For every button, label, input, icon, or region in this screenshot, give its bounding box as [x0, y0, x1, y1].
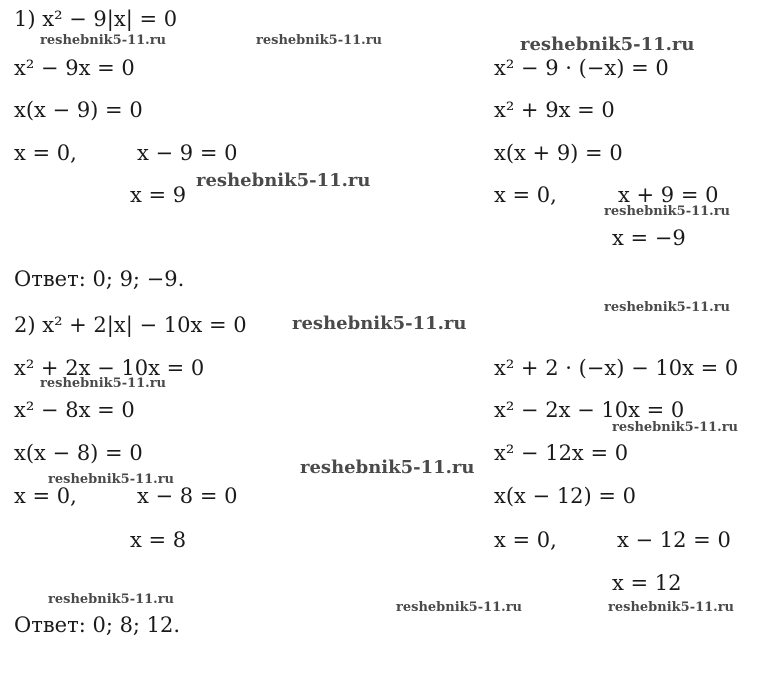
problem2-answer: Ответ: 0; 8; 12. [14, 613, 181, 637]
p2-left-line-4b: x − 8 = 0 [137, 484, 238, 508]
watermark: reshebnik5-11.ru [48, 592, 175, 607]
watermark: reshebnik5-11.ru [196, 170, 371, 191]
p2-left-line-5: x = 8 [130, 528, 187, 552]
p1-right-line-2: x² + 9x = 0 [494, 98, 615, 122]
p1-left-line-4: x = 9 [130, 183, 187, 207]
watermark: reshebnik5-11.ru [40, 376, 167, 391]
p1-right-line-1: x² − 9 · (−x) = 0 [494, 56, 669, 80]
p1-right-line-4a: x = 0, [494, 183, 557, 207]
problem1-answer: Ответ: 0; 9; −9. [14, 267, 185, 291]
p1-left-line-3a: x = 0, [14, 141, 77, 165]
p2-right-line-2: x² − 2x − 10x = 0 [494, 398, 685, 422]
p1-left-line-3b: x − 9 = 0 [137, 141, 238, 165]
p2-left-line-2: x² − 8x = 0 [14, 398, 135, 422]
watermark: reshebnik5-11.ru [300, 457, 475, 478]
p1-left-line-1: x² − 9x = 0 [14, 56, 135, 80]
watermark: reshebnik5-11.ru [608, 600, 735, 615]
watermark: reshebnik5-11.ru [604, 300, 731, 315]
p2-right-line-6: x = 12 [612, 571, 682, 595]
problem2-header: 2) x² + 2|x| − 10x = 0 [14, 313, 247, 337]
watermark: reshebnik5-11.ru [604, 204, 731, 219]
watermark: reshebnik5-11.ru [396, 600, 523, 615]
p2-right-line-1: x² + 2 · (−x) − 10x = 0 [494, 356, 739, 380]
p2-left-line-1: x² + 2x − 10x = 0 [14, 356, 205, 380]
watermark: reshebnik5-11.ru [40, 33, 167, 48]
p1-right-line-3: x(x + 9) = 0 [494, 141, 623, 165]
watermark: reshebnik5-11.ru [612, 420, 739, 435]
problem1-header: 1) x² − 9|x| = 0 [14, 7, 178, 31]
p1-left-line-2: x(x − 9) = 0 [14, 98, 143, 122]
watermark: reshebnik5-11.ru [256, 33, 383, 48]
p2-right-line-4: x(x − 12) = 0 [494, 484, 637, 508]
watermark: reshebnik5-11.ru [292, 313, 467, 334]
p2-right-line-5a: x = 0, [494, 528, 557, 552]
p2-left-line-4a: x = 0, [14, 484, 77, 508]
p1-right-line-5: x = −9 [612, 226, 686, 250]
p2-left-line-3: x(x − 8) = 0 [14, 441, 143, 465]
p2-right-line-3: x² − 12x = 0 [494, 441, 629, 465]
p1-right-line-4b: x + 9 = 0 [618, 183, 719, 207]
p2-right-line-5b: x − 12 = 0 [617, 528, 731, 552]
watermark: reshebnik5-11.ru [520, 34, 695, 55]
watermark: reshebnik5-11.ru [48, 472, 175, 487]
